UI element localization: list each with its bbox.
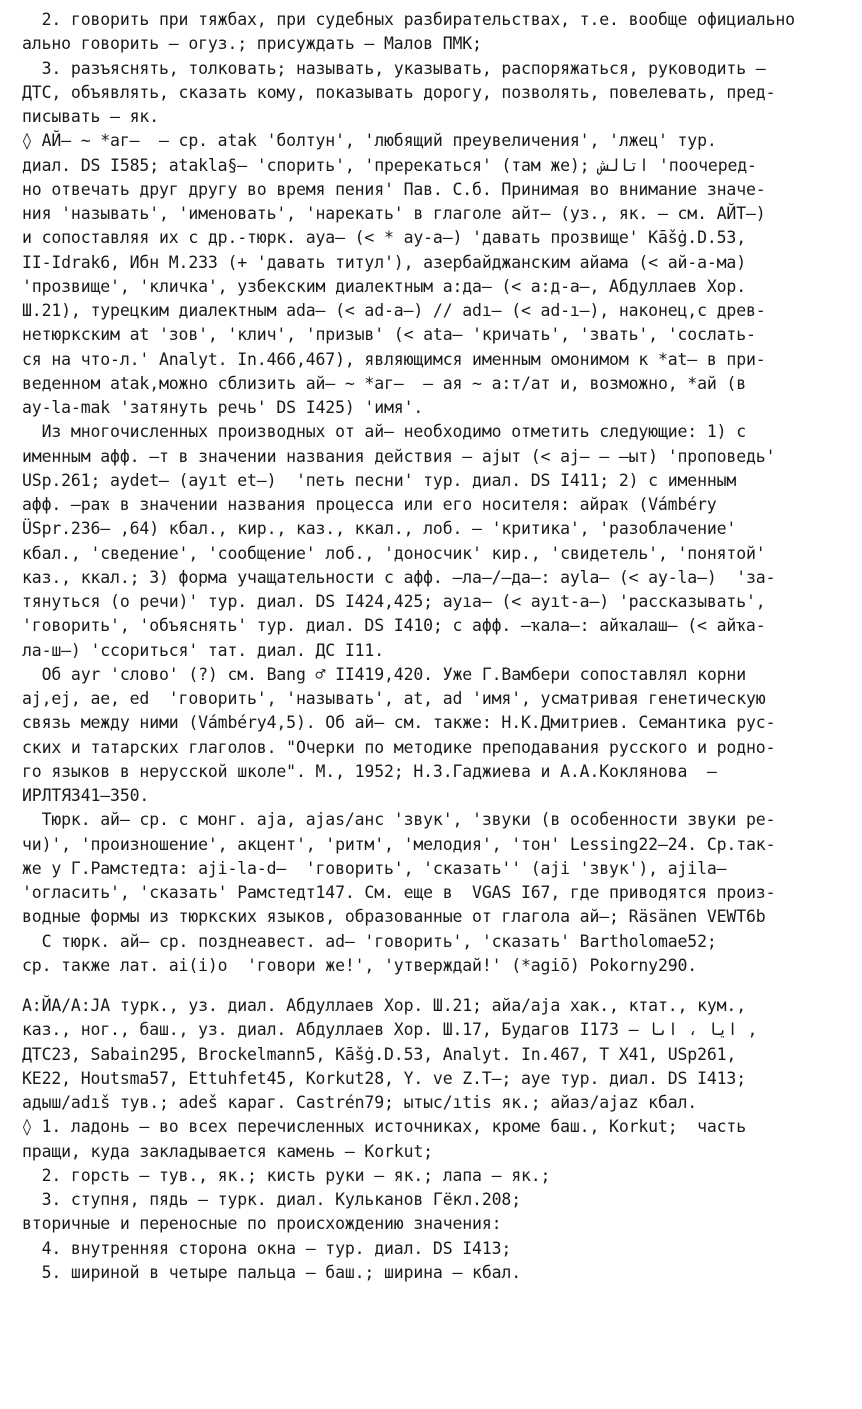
text-line: кбал., 'сведение', 'сообщение' лоб., 'доносчик' кир., 'свидетель', 'понятой'	[22, 543, 766, 563]
text-line: именным афф. –т в значении названия действия – ajыт (< aj– – –ыт) 'проповедь'	[22, 446, 776, 466]
text-line: ИРЛТЯ341–350.	[22, 786, 150, 805]
text-line: aj,ej, ae, ed 'говорить', 'называть', at, ad 'имя', усматривая генетическую	[22, 689, 766, 708]
text-line: А:ЙА/А:JA турк., уз. диал. Абдуллаев Хор. Ш.21; айа/aja хак., ктат., кум.,	[22, 996, 747, 1015]
text-line: KE22, Houtsma57, Ettuhfet45, Korkut28, Y. ve Z.T–; aye тур. диал. DS I413;	[22, 1068, 747, 1088]
text-line: вторичные и переносные по происхождению значения:	[22, 1214, 502, 1234]
text-line: Ш.21), турецким диалектным ada– (< ad-a–) // adı– (< ad-ı–), наконец,с древ-	[22, 301, 766, 320]
text-line: 3. ступня, пядь – турк. диал. Кульканов Гёкл.208;	[22, 1190, 521, 1209]
text-line: USp.261; aydet– (ayıt et–) 'петь песни' тур. диал. DS I411; 2) с именным	[22, 470, 737, 490]
text-line: веденном atak,можно сблизить ай– ~ *аг– – ая ~ а:т/ат и, возможно, *ай (в	[22, 373, 747, 393]
text-line: писывать – як.	[22, 107, 159, 126]
text-line: чи)', 'произношение', акцент', 'ритм', 'мелодия', 'тон' Lessing22–24. Ср.так-	[22, 834, 776, 854]
paragraph-gap	[22, 978, 836, 994]
text-line: диал. DS I585; atakla§– 'спорить', 'пререкаться' (там же); اتالش 'поочеред-	[22, 155, 757, 175]
text-block-entry-ai	[22, 8, 836, 978]
text-line: адыш/adıš тув.; adeš караг. Castrén79; ытыс/ıtis як.; айаз/ajaz кбал.	[22, 1093, 698, 1112]
text-line: 4. внутренняя сторона окна – тур. диал. DS I413;	[22, 1238, 512, 1258]
text-line: ских и татарских глаголов. "Очерки по методике преподавания русского и родно-	[22, 737, 776, 757]
text-line: каз., ног., баш., уз. диал. Абдуллаев Хор. Ш.17, Будагов I173 – ايا ، اىا ,	[22, 1020, 758, 1040]
text-line: II-Idrak6, Ибн М.233 (+ 'давать титул'), азербайджанским айама (< ай-а-ма)	[22, 252, 747, 272]
text-line: ально говорить – огуз.; присуждать – Малов ПМК;	[22, 34, 482, 54]
text-line: 2. горсть – тув., як.; кисть руки – як.; лапа – як.;	[22, 1165, 551, 1185]
text-line: тянуться (о речи)' тур. диал. DS I424,425; ayıa– (< ayıt-a–) 'рассказывать',	[22, 592, 766, 611]
text-block-entry-aja	[22, 994, 836, 1285]
text-line: ДТС23, Sabain295, Brockelmann5, Kāšġ.D.53, Analyt. In.467, T X41, USp261,	[22, 1044, 737, 1064]
text-line: Из многочисленных производных от ай– необходимо отметить следующие: 1) с	[22, 422, 747, 442]
text-line: 'огласить', 'сказать' Рамстедт147. См. еще в VGAS I67, где приводятся произ-	[22, 883, 776, 902]
text-line: 5. шириной в четыре пальца – баш.; ширина – кбал.	[22, 1262, 521, 1282]
text-line: 'говорить', 'объяснять' тур. диал. DS I410; с афф. –ҡала–: айҡалаш– (< айҡа-	[22, 616, 766, 636]
text-line: же у Г.Рамстедта: aji-la-d– 'говорить', 'сказать'' (aji 'звук'), ajila–	[22, 858, 727, 878]
text-line: но отвечать друг другу во время пения' Пав. С.б. Принимая во внимание значе-	[22, 179, 766, 199]
text-line: 'прозвище', 'кличка', узбекским диалектным а:да– (< а:д-а–, Абдуллаев Хор.	[22, 276, 747, 296]
text-line: афф. –раҡ в значении названия процесса или его носителя: айраҡ (Vámbéry	[22, 495, 717, 514]
text-line: ◊ 1. ладонь – во всех перечисленных источниках, кроме баш., Korkut; часть	[22, 1117, 747, 1137]
text-line: нетюркским at 'зов', 'клич', 'призыв' (< ata– 'кричать', 'звать', 'сослать-	[22, 325, 756, 345]
text-line: ay-la-mak 'затянуть речь' DS I425) 'имя'.	[22, 398, 424, 417]
text-line: пращи, куда закладывается камень – Korkut;	[22, 1141, 433, 1161]
text-line: водные формы из тюркских языков, образованные от глагола ай–; Räsänen VEWT6b	[22, 907, 766, 927]
text-line: ср. также лат. ai(i)o 'говори же!', 'утверждай!' (*agiō) Pokorny290.	[22, 955, 698, 975]
text-line: ◊ АЙ– ~ *аг– – ср. atak 'болтун', 'любящий преувеличения', 'лжец' тур.	[22, 131, 717, 151]
text-line: каз., ккал.; 3) форма учащательности с афф. –ла–/–да–: ayla– (< ay-la–) 'за-	[22, 567, 776, 587]
text-line: ДТС, объявлять, сказать кому, показывать дорогу, позволять, повелевать, пред-	[22, 82, 776, 102]
text-line: и сопоставляя их с др.-тюрк. aya– (< * ay-a–) 'давать прозвище' Kāšġ.D.53,	[22, 228, 747, 248]
text-line: 2. говорить при тяжбах, при судебных разбирательствах, т.е. вообще официально	[22, 10, 795, 29]
text-line: С тюрк. ай– ср. позднеавест. ad– 'говорить', 'сказать' Bartholomae52;	[22, 931, 717, 951]
text-line: 3. разъяснять, толковать; называть, указывать, распоряжаться, руководить –	[22, 58, 766, 78]
text-line: Об ayr 'слово' (?) см. Bang ♂ II419,420. Уже Г.Вамбери сопоставлял корни	[22, 664, 747, 684]
text-line: ÜSpr.236– ,64) кбал., кир., каз., ккал., лоб. – 'критика', 'разоблачение'	[22, 519, 737, 539]
text-line: Тюрк. ай– ср. с монг. aja, ajas/анс 'звук', 'звуки (в особенности звуки ре-	[22, 810, 776, 830]
text-line: ния 'называть', 'именовать', 'нарекать' в глаголе айт– (уз., як. – см. АЙТ–)	[22, 204, 766, 223]
text-line: ся на что-л.' Analyt. In.466,467), являющимся именным омонимом к *at– в при-	[22, 349, 766, 369]
text-line: ла-ш–) 'ссориться' тат. диал. ДС I11.	[22, 640, 385, 660]
text-line: связь между ними (Vámbéry4,5). Об ай– см. также: Н.К.Дмитриев. Семантика рус-	[22, 713, 776, 733]
text-line: го языков в нерусской школе". М., 1952; Н.З.Гаджиева и А.А.Коклянова –	[22, 761, 717, 781]
